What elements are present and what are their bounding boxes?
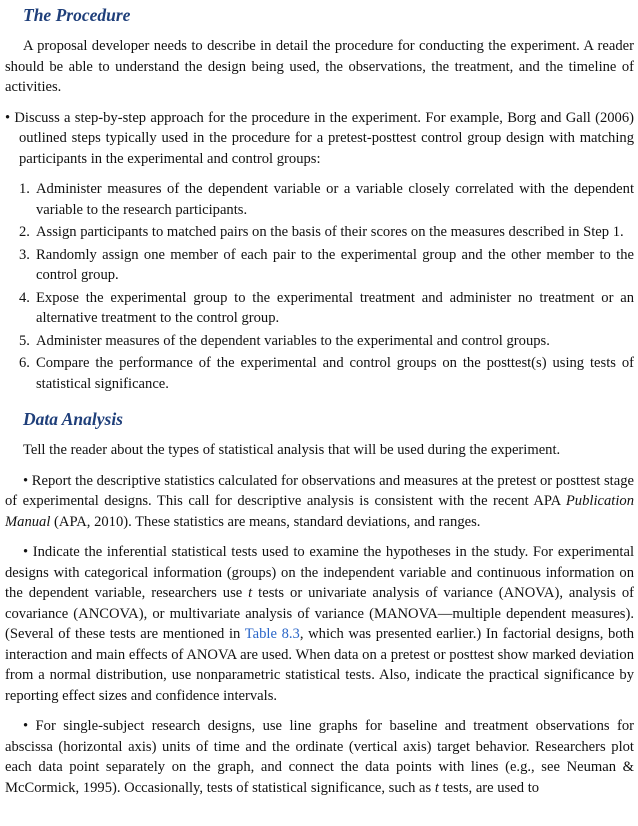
list-item: 6. Compare the performance of the experimental and control groups on the posttest(s) using tests of statistical significance. bbox=[19, 355, 634, 392]
table-8-3-link[interactable]: Table 8.3 bbox=[244, 626, 300, 642]
data-analysis-intro: Tell the reader about the types of statistical analysis that will be used during the experiment. bbox=[23, 442, 561, 458]
section-heading-data-analysis: Data Analysis bbox=[23, 409, 123, 429]
list-item: 4. Expose the experimental group to the experimental treatment and administer no treatment or an alternative treatment to the control group. bbox=[19, 289, 634, 326]
list-item: 5. Administer measures of the dependent variables to the experimental and control groups. bbox=[19, 332, 550, 349]
list-item: 1. Administer measures of the dependent variable or a variable closely correlated with the dependent variable to the research participants. bbox=[19, 181, 634, 218]
list-item: 2. Assign participants to matched pairs on the basis of their scores on the measures described in Step 1. bbox=[19, 224, 624, 240]
section-heading-procedure: The Procedure bbox=[23, 5, 131, 25]
procedure-bullet: • Discuss a step-by-step approach for the procedure in the experiment. For example, Borg and Gall (2006) outlined steps typically used in the procedure for a pretest-posttest control group design with matching participants in the experimental and control groups: bbox=[5, 109, 634, 167]
single-subject-paragraph: • For single-subject research designs, use line graphs for baseline and treatment observations for abscissa (horizontal axis) units of time and the ordinate (vertical axis) target behavior. Researchers plot each data point separately on the graph, and connect the data points with lines (e.g., see Neuman & McCormick, 1995). Occasionally, tests of statistical significance, such as t tests, are used to bbox=[5, 718, 634, 796]
procedure-intro: A proposal developer needs to describe in detail the procedure for conducting the experiment. A reader should be able to understand the design being used, the observations, the treatment, and the timeline of activities. bbox=[5, 38, 634, 95]
inferential-tests-paragraph: • Indicate the inferential statistical tests used to examine the hypotheses in the study. For experimental designs with categorical information (groups) on the independent variable and continuous information on the dependent variable, researchers use t tests or univariate analysis of variance (ANOVA), analysis of covariance (ANCOVA), or multivariate analysis of variance (MANOVA—multiple dependent measures). (Several of these tests are mentioned in Table 8.3, which was presented earlier.) In factorial designs, both interaction and main effects of ANOVA are used. When data on a pretest or posttest show marked deviation from a normal distribution, use nonparametric statistical tests. Also, indicate the practical significance by reporting effect sizes and confidence intervals. bbox=[5, 544, 634, 704]
descriptive-stats-paragraph: • Report the descriptive statistics calculated for observations and measures at the pretest or posttest stage of experimental designs. This call for descriptive analysis is consistent with the recent APA Publication Manual (APA, 2010). These statistics are means, standard deviations, and ranges. bbox=[5, 472, 634, 530]
procedure-steps-list bbox=[5, 179, 634, 394]
list-item: 3. Randomly assign one member of each pair to the experimental group and the other member to the control group. bbox=[19, 246, 634, 283]
